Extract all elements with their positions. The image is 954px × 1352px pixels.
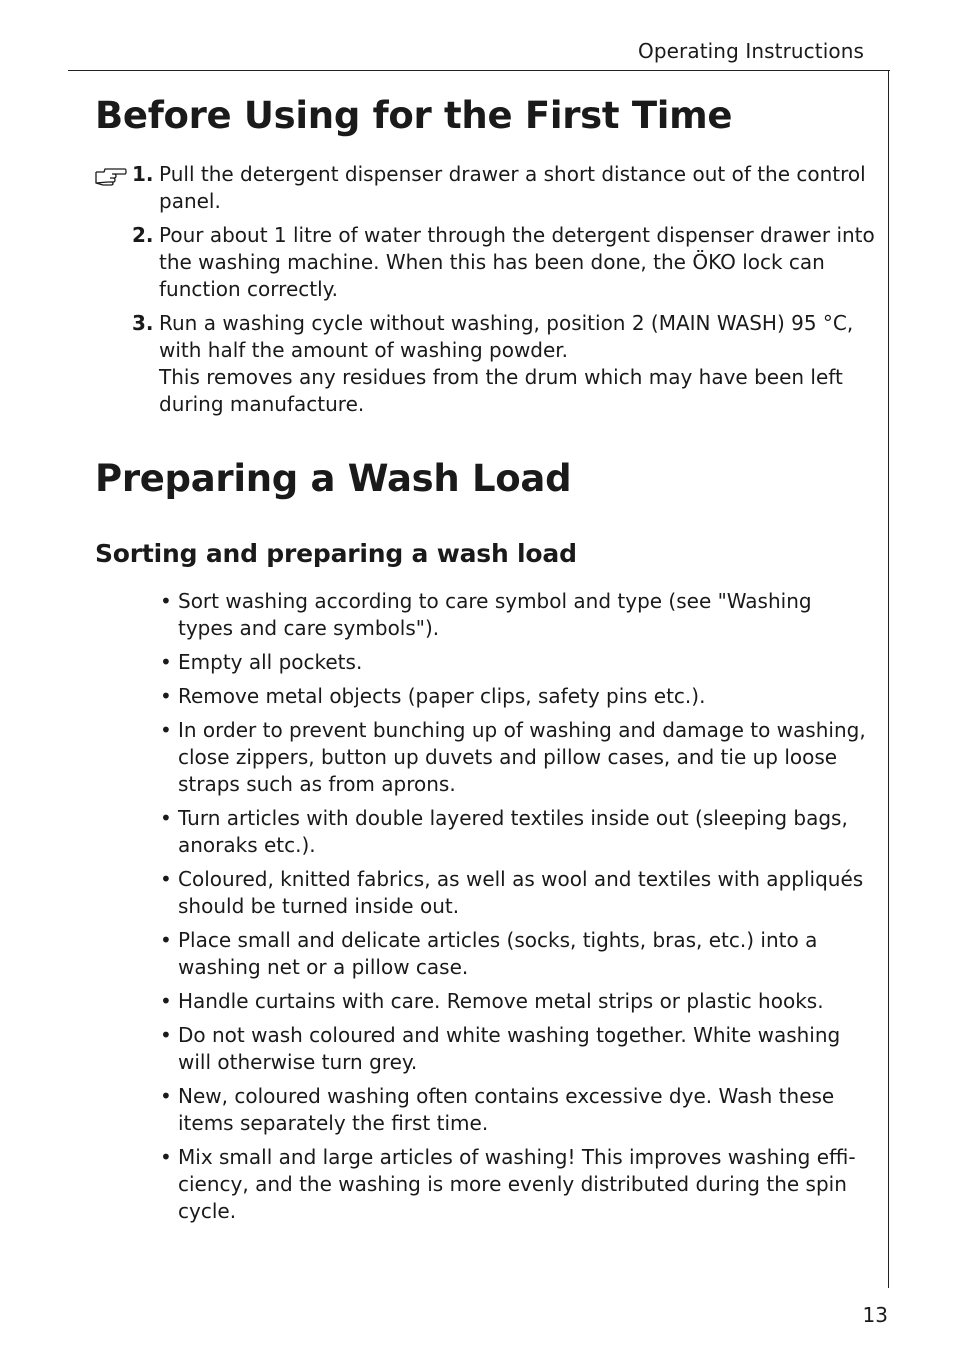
list-item-text: Empty all pockets. <box>178 650 363 674</box>
step-item <box>95 310 875 418</box>
list-item <box>160 866 870 920</box>
step-text: Pour about 1 litre of water through the detergent dispenser drawer into the washing machine. When this has been done, the ÖKO lock can function correctly. <box>159 223 875 301</box>
list-item <box>160 1144 870 1225</box>
list-item <box>160 927 870 981</box>
list-item-text: Place small and delicate articles (socks, tights, bras, etc.) into a washing net or a pillow case. <box>178 928 818 979</box>
list-item-text: Mix small and large articles of washing! This improves washing effi-ciency, and the washing is more evenly distributed during the spin cycle. <box>178 1145 856 1223</box>
list-item <box>160 649 870 676</box>
step-number: 1. <box>132 162 154 186</box>
list-item <box>160 717 870 798</box>
list-item-text: Remove metal objects (paper clips, safety pins etc.). <box>178 684 706 708</box>
list-item-text: Turn articles with double layered textiles inside out (sleeping bags, anoraks etc.). <box>178 806 848 857</box>
section-subtitle-sorting: Sorting and preparing a wash load <box>95 539 577 568</box>
list-item <box>160 1083 870 1137</box>
bullet-icon: • <box>160 718 172 742</box>
page-number: 13 <box>862 1303 888 1327</box>
list-item-text: New, coloured washing often contains excessive dye. Wash these items separately the first time. <box>178 1084 835 1135</box>
header-section-label: Operating Instructions <box>637 39 864 63</box>
bullet-icon: • <box>160 650 172 674</box>
list-item <box>160 805 870 859</box>
list-item <box>160 683 870 710</box>
bullet-icon: • <box>160 928 172 952</box>
step-item <box>95 222 875 303</box>
bullet-icon: • <box>160 806 172 830</box>
list-item <box>160 1022 870 1076</box>
first-use-steps <box>95 161 875 425</box>
header-rule <box>68 70 890 71</box>
step-text: Pull the detergent dispenser drawer a short distance out of the control panel. <box>159 162 866 213</box>
list-item <box>160 588 870 642</box>
sorting-bullet-list <box>160 588 870 1232</box>
step-note: This removes any residues from the drum which may have been left during manufacture. <box>159 365 843 416</box>
pointing-hand-icon <box>95 164 127 186</box>
list-item-text: Coloured, knitted fabrics, as well as wool and textiles with appliqués should be turned inside out. <box>178 867 864 918</box>
bullet-icon: • <box>160 1084 172 1108</box>
step-number: 2. <box>132 223 154 247</box>
list-item-text: Do not wash coloured and white washing together. White washing will otherwise turn grey. <box>178 1023 841 1074</box>
list-item-text: In order to prevent bunching up of washing and damage to washing, close zippers, button up duvets and pillow cases, and tie up loose straps such as from aprons. <box>178 718 866 796</box>
bullet-icon: • <box>160 589 172 613</box>
step-text: Run a washing cycle without washing, position 2 (MAIN WASH) 95 °C, with half the amount of washing powder. <box>159 311 854 362</box>
list-item-text: Handle curtains with care. Remove metal strips or plastic hooks. <box>178 989 824 1013</box>
step-number: 3. <box>132 311 154 335</box>
list-item <box>160 988 870 1015</box>
bullet-icon: • <box>160 1145 172 1169</box>
side-rule <box>888 70 889 1288</box>
step-item <box>95 161 875 215</box>
list-item-text: Sort washing according to care symbol and type (see "Washing types and care symbols"). <box>178 589 812 640</box>
section-title-first-use: Before Using for the First Time <box>95 94 733 137</box>
section-title-wash-load: Preparing a Wash Load <box>95 457 572 500</box>
bullet-icon: • <box>160 989 172 1013</box>
bullet-icon: • <box>160 684 172 708</box>
bullet-icon: • <box>160 1023 172 1047</box>
bullet-icon: • <box>160 867 172 891</box>
